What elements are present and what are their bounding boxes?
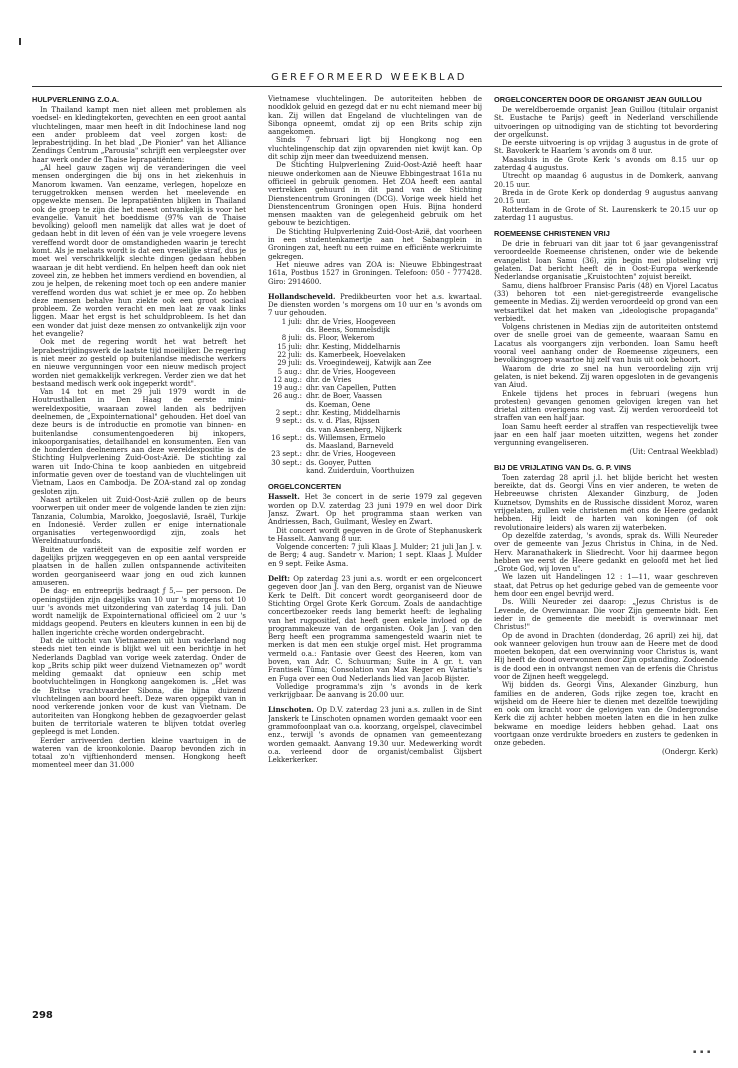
schedule-row (268, 417, 482, 425)
schedule-date: 16 sept.: (271, 433, 302, 442)
schedule-preacher: dhr. de Vries (306, 375, 352, 384)
section-lead: Hollandscheveld. (268, 291, 336, 301)
paragraph: Volgens christenen in Medias zijn de autoriteiten ontstemd over de snelle groei van de gemeente, waaraan Samu en Lacatus als voorgangers zijn verbonden. Ioan Samu heeft vooral veel aanhang onder de Roemeense zigeuners, een bevolkingsgroep waartoe hij zelf van huis uit ook behoort. (494, 323, 718, 365)
schedule-date: 23 sept.: (271, 450, 302, 459)
schedule-row (268, 376, 482, 384)
paragraph: Van 14 tot en met 29 juli 1979 wordt in de Houtrusthallen in Den Haag de eerste mini-wereldexpositie, waaraan zowel landen als bedrijven deelnemen, de „Expointernational" gehouden. Het doel van deze beurs is de introductie en promotie van binnen- en buitenlandse consumentengoederen bij inkopers, inkooporganisaties, detailhandel en konsumenten. Een van de honderden deelnemers aan deze wereldexpositie is de Stichting Hulpverlening Zuid-Oost-Azië. De stichting zal waren uit Indo-China te koop aanbieden en uitgebreid informatie geven over de toestand van de vluchtelingen uit Vietnam, Laos en Cambodja. De ZOA-stand zal op zondag gesloten zijn. (32, 388, 246, 496)
paragraph: Rotterdam in de Grote of St. Laurenskerk te 20.15 uur op zaterdag 11 augustus. (494, 205, 718, 222)
schedule-row (268, 384, 482, 392)
schedule-row (268, 467, 482, 475)
schedule-date: 2 sept.: (275, 408, 302, 417)
paragraph: De dag- en entreeprijs bedraagt ƒ 5,— per persoon. De openingstijden zijn dagelijks van 10 uur 's morgens tot 10 uur 's avonds met uitzondering van zaterdag 14 juli. Dan wordt namelijk de Expointernational officieel om 2 uur 's middags geopend. Peuters en kleuters kunnen in een bij de hallen ingerichte crèche worden ondergebracht. (32, 587, 246, 637)
schedule-preacher: ds. v. d. Plas, Rijssen (306, 417, 380, 426)
source-credit: (Ondergr. Kerk) (662, 747, 718, 756)
paragraph: Het nieuwe adres van ZOA is: Nieuwe Ebbingestraat 161a, Postbus 1527 in Groningen. Telefoon: 050 - 777428. Giro: 2914600. (268, 260, 482, 286)
article-title: HULPVERLENING Z.O.A. (32, 95, 120, 104)
paragraph-text: Op D.V. zaterdag 23 juni a.s. zullen in de Sint Janskerk te Linschoten opnamen worden gemaakt voor een grammofoonplaat van o.a. koorzang, orgelspel, clavecimbel enz., terwijl 's avonds de opnamen van gemeentezang worden gemaakt. Aanvang 19.30 uur. Medewerking wordt o.a. verleend door de organist/cembalist Gijsbert Lekkerkerker. (268, 706, 482, 765)
schedule-preacher: dhr. de Vries, Hoogeveen (306, 367, 396, 376)
schedule-preacher: ds. Maasland, Barneveld (306, 442, 394, 451)
section-lead: Delft: (268, 574, 291, 584)
section-title: ROEMEENSE CHRISTENEN VRIJ (494, 229, 610, 239)
schedule-table (268, 318, 482, 476)
schedule-preacher: ds. Willemsen, Ermelo (306, 433, 386, 442)
schedule-preacher: ds. Vroegindeweij, Katwijk aan Zee (306, 359, 432, 368)
paragraph (268, 575, 482, 683)
column-3 (494, 95, 718, 1025)
paragraph: Eerder arriveerden dertien kleine vaartuigen in de wateren van de kroonkolonie. Daarop bevonden zich in totaal zo'n vijftienhonderd mensen. Hongkong heeft momenteel meer dan 31.000 (32, 736, 246, 770)
paragraph: Ioan Samu heeft eerder al straffen van respectievelijk twee jaar en een half jaar moeten uitzitten, wegens het zonder vergunning evangeliseren. (494, 422, 718, 448)
paragraph-text: Het 3e concert in de serie 1979 zal gegeven worden op D.V. zaterdag 23 juni 1979 en wel door Dirk Jansz. Zwart. Op het programma staan werken van Andriessen, Bach, Guilmant, Wesley en Zwart. (268, 493, 482, 527)
schedule-preacher: ds. van Assenberg, Nijkerk (306, 425, 402, 434)
schedule-preacher: kand. Zuiderduin, Voorthuizen (306, 467, 415, 476)
paragraph: Wij bidden ds. Georgi Vins, Alexander Ginzburg, hun families en de anderen, Gods rijke zegen toe, kracht en wijsheid om de Heere hier te dienen met dezelfde toewijding en ook om kracht voor de gelovigen van de Ondergrondse Kerk die zij achter hebben moeten laten en die in hen zulke bekwame en moedige leiders hebben gehad. Laat ons voortgaan onze verdrukte broeders en zusters te gedenken in onze gebeden. (494, 681, 718, 748)
paragraph: Buiten de variëteit van de expositie zelf worden er dagelijks prijzen weggegeven en op een aantal verspreide plaatsen in de hallen zullen ontspannende activiteiten worden georganiseerd waar jong en oud zich kunnen amuseren. (32, 545, 246, 587)
columns (32, 95, 722, 1055)
schedule-row (268, 334, 482, 342)
schedule-date: 8 juli: (281, 334, 302, 343)
paragraph: Toen zaterdag 28 april j.l. het blijde bericht het westen bereikte, dat ds. Georgi Vins en vier anderen, te weten de Hebreeuwse christen Alexander Ginzburg, de Joden Kuznetsov, Dymshits en de Russische dissident Moroz, waren vrijgelaten, zullen vele christenen mét ons de Heere gedankt hebben. Hij leidt de harten van koningen (of ook revolutionaire leiders) als waren zij waterbeken. (494, 473, 718, 532)
running-header: GEREFORMEERD WEEKBLAD (271, 72, 467, 83)
paragraph: Ook met de regering wordt het wat betreft het leprabestrijdingswerk de laatste tijd moeilijker. De regering is niet meer zo gesteld op buitenlandse medische werkers en nieuwe vergunningen voor een nieuw medisch project worden niet gemakkelijk verkregen. Verder zien we dat het bestaand medisch werk ook ingeperkt wordt". (32, 338, 246, 388)
paragraph (268, 706, 482, 764)
schedule-date: 26 aug.: (273, 392, 302, 401)
source-credit: (Uit: Centraal Weekblad) (629, 447, 718, 456)
paragraph: „Al heel gauw zagen wij de veranderingen die veel mensen ondergingen die bij ons in het ziekenhuis in Manorom kwamen. Van eenzame, verlegen, hopeloze en teruggetrokken mensen werden het meelevende en opgewekte mensen. De leprapatiënten blijken in Thailand ook de groep te zijn die het meest ontvankelijk is voor het evangelie. Vanuit het boeddisme (97% van de Thaise bevolking) geloofl men namelijk dat alles wat je doet of gedaan hebt in dit leven of één van je vele vroegere levens vereffend wordt door de omstandigheden waarin je terecht komt. Als je melaats wordt is dat een vreselijke straf, dus je moet wel verschrikkelijk slechte dingen gedaan hebben waaraan je dit hebt verdiend. En helpen heeft dan ook niet zoveel zin, ze hebben het immers verdiend en bovendien, al zou je helpen, de rekening moet toch op een andere manier vereffend worden dus wat schiet je er mee op. Zo hebben deze mensen behalve hun ziekte ook een groot sociaal probleem. Ze worden veracht en men laat ze vaak links liggen. Maar het ergst is het schuldprobleem. Is het dan een wonder dat juist deze mensen zo ontvankelijk zijn voor het evangelie? (32, 164, 246, 339)
schedule-preacher: dhr. Kesting, Middelharnis (306, 408, 401, 417)
paragraph: Vietnamese vluchtelingen. De autoriteiten hebben de noodklok geluid en gezegd dat er nu echt niemand meer bij kan. Zij willen dat Engeland de vluchtelingen van de Sibonga opneemt, omdat zij op een Brits schip zijn aangekomen. (268, 95, 482, 137)
paragraph (268, 493, 482, 526)
schedule-date: 30 sept.: (271, 458, 302, 467)
schedule-date: 9 sept.: (275, 417, 302, 426)
footer-mark: ▪ ▪ ▪ (693, 1049, 712, 1055)
paragraph: De wereldberoemde organist Jean Guillou (titulair organist St. Eustache te Parijs) geeft in Nederland verschillende uitvoeringen op uitnodiging van de stichting tot bevordering der orgelkunst. (494, 106, 718, 139)
paragraph: Dat de uittocht van Vietnamezen uit hun vaderland nog steeds niet ten einde is blijkt wel uit een berichtje in het Nederlands Dagblad van vorige week zaterdag. Onder de kop „Brits schip pikt weer duizend Vietnamezen op" wordt melding gemaakt dat opnieuw een schip met bootvluchtelingen in Hongkong aangekomen is. „Het was de Britse vrachtvaarder Sibona, die bijna duizend vluchtelingen aan boord heeft. Deze waren opgepikt van in nood verkerende jonken voor de kust van Vietnam. De autoriteiten van Hongkong hebben de gezagvoerder gelast buiten de territoriale wateren te blijven totdat overleg gepleegd is met Londen. (32, 637, 246, 737)
schedule-row (268, 442, 482, 450)
schedule-row (268, 368, 482, 376)
paragraph-text: Predikbeurten voor het a.s. kwartaal. De diensten worden 's morgens om 10 uur en 's avonds om 7 uur gehouden. (268, 292, 482, 318)
column-1 (32, 95, 246, 1025)
paragraph: Dit concert wordt gegeven in de Grote of Stephanuskerk te Hasselt. Aanvang 8 uur. (268, 526, 482, 543)
schedule-preacher: ds. Koeman, Oene (306, 400, 371, 409)
paragraph: Enkele tijdens het proces in februari (wegens hun protesten) gevangen genomen gelovigen kregen van het drietal zitten overigens nog vast. Zij werden veroordeeld tot straffen van een half jaar. (494, 389, 718, 423)
schedule-date: 19 aug.: (273, 384, 302, 393)
schedule-row (268, 450, 482, 458)
schedule-row (268, 459, 482, 467)
schedule-date: 12 aug.: (273, 375, 302, 384)
paragraph (268, 293, 482, 318)
schedule-row (268, 343, 482, 351)
schedule-date: 5 aug.: (277, 367, 302, 376)
schedule-date: 29 juli: (277, 359, 302, 368)
header-rule (32, 86, 722, 87)
section-lead: Linschoten. (268, 705, 314, 715)
paragraph: Breda in de Grote Kerk op donderdag 9 augustus aanvang 20.15 uur. (494, 188, 718, 206)
schedule-row (268, 318, 482, 326)
page-number: 298 (32, 1010, 53, 1021)
paragraph-text: Op zaterdag 23 juni a.s. wordt er een orgelconcert gegeven door Jan J. van den Berg, organist van de Nieuwe Kerk te Delft. Dit concert wordt georganiseerd door de Stichting Orgel Grote Kerk Gorcum. Zoals de aandachtige concertbezoeker reeds lang bemerkt heeft: de leghaling van het rugpositief, dat heeft geen enkele invloed op de programmakeuze van de organisten. Ook Jan J. van den Berg heeft een programma samengesteld waarin niet te merken is dat men een stukje orgel mist. Het programma vermeld o.a.: Fantasie over Geest des Heeren, kom van boven, van Adr. C. Schuurman; Suite in A gr. t. van Frantisek Tûma; Consolation van Max Reger en Variatie's en Fuga over een Oud Nederlands lied van Jacob Bijster. (268, 575, 482, 683)
schedule-preacher: dhr. de Vries, Hoogeveen (306, 317, 396, 326)
section-lead: Hasselt. (268, 492, 300, 502)
paragraph: Naast artikelen uit Zuid-Oost-Azië zullen op de beurs voorwerpen uit onder meer de volgende landen te zien zijn: Tanzania, Columbia, Marokko, Joegoslavië, Israël, Turkije en Indonesië. Verder zullen er enige internationale organisaties vertegenwoordigd zijn, zoals het Wereldnatuurfonds. (32, 495, 246, 546)
schedule-row (268, 401, 482, 409)
section-title: BIJ DE VRIJLATING VAN Ds. G. P. VINS (494, 462, 632, 472)
schedule-row (268, 392, 482, 400)
paragraph: Utrecht op maandag 6 augustus in de Domkerk, aanvang 20.15 uur. (494, 172, 718, 189)
schedule-preacher: ds. Kamerbeek, Hoevelaken (306, 350, 406, 359)
schedule-row (268, 326, 482, 334)
paragraph: Volledige programma's zijn 's avonds in de kerk verkrijgbaar. De aanvang is 20.00 uur. (268, 682, 482, 700)
schedule-date: 22 juli: (277, 350, 302, 359)
schedule-date (268, 426, 306, 434)
schedule-preacher: dhr. van Capellen, Putten (306, 384, 397, 393)
schedule-row (268, 359, 482, 367)
schedule-preacher: dhr. de Boer, Vaassen (306, 392, 382, 401)
paragraph: De Stichting Hulpverlening Zuid-Oost-Azië, dat voorheen in een studentenkamertje aan het Sabangplein in Groningen zat, heeft nu een ruime en efficiënte werkruimte gekregen. (268, 227, 482, 261)
schedule-preacher: ds. Beens, Sommelsdijk (306, 326, 390, 335)
margin-mark (19, 38, 21, 45)
schedule-date: 15 juli: (277, 342, 302, 351)
schedule-row (268, 351, 482, 359)
paragraph: Op de avond in Drachten (donderdag, 26 april) zei hij, dat ook wanneer gelovigen hun trouw aan de Heere met de dood moeten bekopen, dat een overwinning voor Christus is, want Hij heeft de dood overwonnen door Zijn opstanding. Zodoende is de dood een in ontvangst nemen van de erfenis die Christus voor de Zijnen heeft weggelegd. (494, 631, 718, 681)
paragraph: De drie in februari van dit jaar tot 6 jaar gevangenisstraf veroordeelde Roemeense christenen, onder wie de bekende evangelist Ioan Samu (36), zijn begin mei plotseling vrij gelaten. Dat bericht heeft de in Oost-Europa werkende Nederlandse organisatie „Kruistochten" zojuist bereikt. (494, 240, 718, 282)
paragraph: Waarom de drie zo snel na hun veroordeling zijn vrij gelaten, is niet bekend. Zij waren opgesloten in de gevangenis van Aiud. (494, 364, 718, 390)
paragraph: Op dezelfde zaterdag, 's avonds, sprak ds. Willi Neureder over de gemeente van Jezus Christus in China, in de Ned. Herv. Maranathakerk in Sliedrecht. Voor hij daarmee begon hebben we eerst de Heere gedankt en geloofd met het lied „Grote God, wij loven u". (494, 531, 718, 574)
schedule-row (268, 426, 482, 434)
schedule-date (268, 401, 306, 409)
schedule-preacher: dhr. Kesting, Middelharnis (306, 342, 401, 351)
paragraph: We lazen uit Handelingen 12 : 1—11, waar geschreven staat, dat Petrus op het gedurige gebed van de gemeente voor hem door een engel bevrijd werd. (494, 573, 718, 599)
paragraph: Maassluis in de Grote Kerk 's avonds om 8.15 uur op zaterdag 4 augustus. (494, 155, 718, 173)
schedule-date: 1 juli: (281, 317, 302, 326)
schedule-preacher: ds. Floor, Wekerom (306, 334, 375, 343)
paragraph: In Thailand kampt men niet alleen met problemen als voedsel- en kledingtekorten, gevechten en een groot aantal vluchtelingen, maar men heeft in dit Indochinese land nog een ander probleem dat veel zorgen kost: de leprabestrijding. In het blad „De Pionier" van het Alliance Zendings Centrum „Parousia" schrijft een verpleegster over haar werk onder de Thaise leprapatiënten: (32, 106, 246, 164)
paragraph: De eerste uitvoering is op vrijdag 3 augustus in de grote of St. Bavokerk te Haarlem 's avonds om 8 uur. (494, 139, 718, 156)
schedule-row (268, 434, 482, 442)
paragraph: Ds. Willi Neureder zei daarop: „Jezus Christus is de Levende, de Overwinnaar. Die voor Zijn gemeente bidt. Een ieder in de gemeente die meebidt is overwinnaar met Christus!" (494, 598, 718, 632)
column-2 (268, 95, 482, 1025)
section-title: ORGELCONCERTEN DOOR DE ORGANIST JEAN GUILLOU (494, 95, 702, 104)
schedule-date (268, 326, 306, 334)
paragraph: Samu, diens halfbroer Fransisc Paris (48) en Vjorel Lacatus (33) behoren tot een niet-geregistreerde evangelische gemeente in Medias. Zij werden veroordeeld op grond van een wetsartikel dat het maken van „ideologische propaganda" verbiedt. (494, 281, 718, 323)
schedule-preacher: dhr. de Vries, Hoogeveen (306, 450, 396, 459)
paragraph: Sinds 7 februari ligt bij Hongkong nog een vluchtelingenschip dat zijn opvarenden niet kwijt kan. Op dit schip zijn meer dan tweeduizend mensen. (268, 136, 482, 162)
paragraph: Volgende concerten: 7 juli Klaas J. Mulder; 21 juli Jan J. v. de Berg; 4 aug. Sandetr v. Marion; 1 sept. Klaas J. Mulder en 9 sept. Feike Asma. (268, 543, 482, 568)
schedule-preacher: ds. Gooyer, Putten (306, 458, 372, 467)
schedule-date (268, 442, 306, 450)
schedule-row (268, 409, 482, 417)
schedule-date (268, 467, 306, 475)
section-title: ORGELCONCERTEN (268, 482, 342, 492)
paragraph: De Stichting Hulpverlening Zuid-Oost-Azië heeft haar nieuwe onderkomen aan de Nieuwe Ebbingestraat 161a nu officieel in gebruik genomen. Het ZOA heeft een aantal vertrekken gehuurd in dit pand van de Stichting Dienstencentrum Groningen (DCG). Vorige week hield het Dienstencentrum Groningen open Huis. Bijna honderd mensen maakten van de gelegenheid gebruik om het gebouw te bezichtigen. (268, 161, 482, 228)
